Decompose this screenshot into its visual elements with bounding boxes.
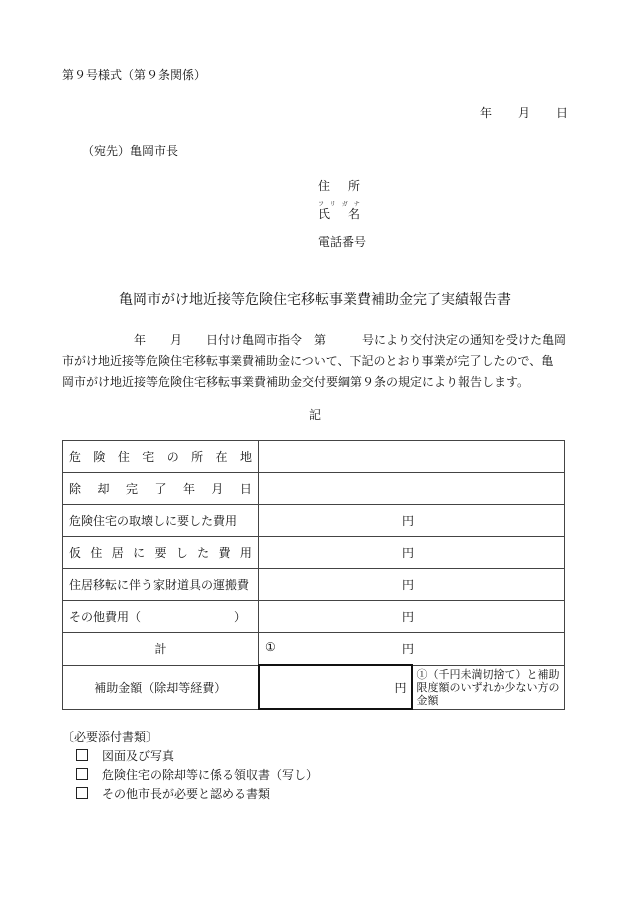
label-char: 居 — [111, 546, 124, 560]
total-value — [259, 633, 565, 666]
table-row — [63, 665, 565, 709]
subsidy-amount-label: 補助金額（除却等経費） — [63, 665, 259, 709]
demolition-cost-value — [259, 505, 565, 537]
subsidy-amount-value — [259, 665, 412, 709]
yen-unit: 円 — [401, 578, 414, 592]
other-cost-value — [259, 601, 565, 633]
attachment-item-label: その他市長が必要と認める書類 — [102, 787, 271, 801]
demolition-cost-label: 危険住宅の取壊しに要した費用 — [63, 505, 259, 537]
label-char: 在 — [215, 450, 228, 464]
yen-unit: 円 — [401, 642, 414, 656]
label-char: 費 — [218, 546, 231, 560]
document-title: 亀岡市がけ地近接等危険住宅移転事業費補助金完了実績報告書 — [119, 292, 511, 308]
table-row — [63, 537, 565, 569]
attachment-item — [62, 766, 318, 785]
label-char: 所 — [191, 450, 204, 464]
name-label: 氏名 — [318, 207, 379, 221]
label-char: 日 — [239, 482, 252, 496]
circle-one-marker: ① — [265, 640, 276, 654]
label-char: 危 — [69, 450, 82, 464]
other-cost-suffix: ） — [233, 610, 246, 624]
label-char: た — [197, 546, 210, 560]
temporary-residence-label — [63, 537, 259, 569]
moving-cost-label: 住居移転に伴う家財道具の運搬費 — [63, 569, 259, 601]
table-row — [63, 569, 565, 601]
label-char: 了 — [154, 482, 167, 496]
label-char: 却 — [97, 482, 110, 496]
attachment-item — [62, 785, 318, 804]
addressee: （宛先）亀岡市長 — [82, 144, 179, 158]
date-year: 年 — [480, 106, 493, 120]
completion-date-label — [63, 473, 259, 505]
date-day: 日 — [556, 106, 569, 120]
body-line-2: 市がけ地近接等危険住宅移転事業費補助金について、下記のとおり事業が完了したので、亀 — [62, 354, 554, 368]
label-char: の — [166, 450, 179, 464]
table-row — [63, 601, 565, 633]
attachments-section — [62, 728, 318, 804]
other-cost-prefix: その他費用（ — [69, 610, 142, 624]
table-row — [63, 441, 565, 473]
label-char: 除 — [69, 482, 82, 496]
location-value — [259, 441, 565, 473]
address-label: 住所 — [318, 179, 379, 193]
attachment-item — [62, 747, 318, 766]
total-label: 計 — [63, 633, 259, 666]
ki-heading: 記 — [308, 408, 321, 422]
name-row — [318, 201, 379, 234]
form-number: 第９号様式（第９条関係） — [62, 68, 207, 82]
table-row — [63, 633, 565, 666]
label-char: 月 — [211, 482, 224, 496]
body-line-3: 岡市がけ地近接等危険住宅移転事業費補助金交付要綱第９条の規定により報告します。 — [62, 375, 530, 389]
location-label — [63, 441, 259, 473]
table-row — [63, 473, 565, 505]
label-char: 仮 — [69, 546, 82, 560]
moving-cost-value — [259, 569, 565, 601]
label-char: し — [175, 546, 188, 560]
yen-unit: 円 — [394, 680, 407, 695]
body-line-1: 年 月 日付け亀岡市指令 第 号により交付決定の通知を受けた亀岡 — [62, 333, 567, 347]
report-table — [62, 440, 565, 710]
label-char: 住 — [117, 450, 130, 464]
label-char: に — [133, 546, 146, 560]
other-cost-label — [63, 601, 259, 633]
furigana-label: フリガナ — [318, 201, 366, 208]
yen-unit: 円 — [401, 514, 414, 528]
label-char: 年 — [182, 482, 195, 496]
label-char: 住 — [90, 546, 103, 560]
label-char: 宅 — [142, 450, 155, 464]
label-char: 地 — [239, 450, 252, 464]
label-char: 要 — [154, 546, 167, 560]
date-line — [480, 104, 568, 121]
label-char: 用 — [239, 546, 252, 560]
label-char: 完 — [125, 482, 138, 496]
phone-label: 電話番号 — [318, 235, 367, 249]
checkbox-icon — [76, 787, 88, 799]
temporary-residence-value — [259, 537, 565, 569]
yen-unit: 円 — [401, 546, 414, 560]
checkbox-icon — [76, 749, 88, 761]
body-paragraph — [62, 330, 566, 393]
table-row — [63, 505, 565, 537]
attachments-heading: 〔必要添付書類〕 — [62, 730, 159, 744]
applicant-block — [318, 178, 378, 262]
label-char: 険 — [93, 450, 106, 464]
attachment-item-label: 危険住宅の除却等に係る領収書（写し） — [102, 768, 319, 782]
date-month: 月 — [518, 106, 531, 120]
attachment-item-label: 図面及び写真 — [102, 749, 175, 763]
checkbox-icon — [76, 768, 88, 780]
subsidy-note: ①（千円未満切捨て）と補助限度額のいずれか少ない方の金額 — [412, 665, 565, 709]
completion-date-value — [259, 473, 565, 505]
yen-unit: 円 — [401, 610, 414, 624]
